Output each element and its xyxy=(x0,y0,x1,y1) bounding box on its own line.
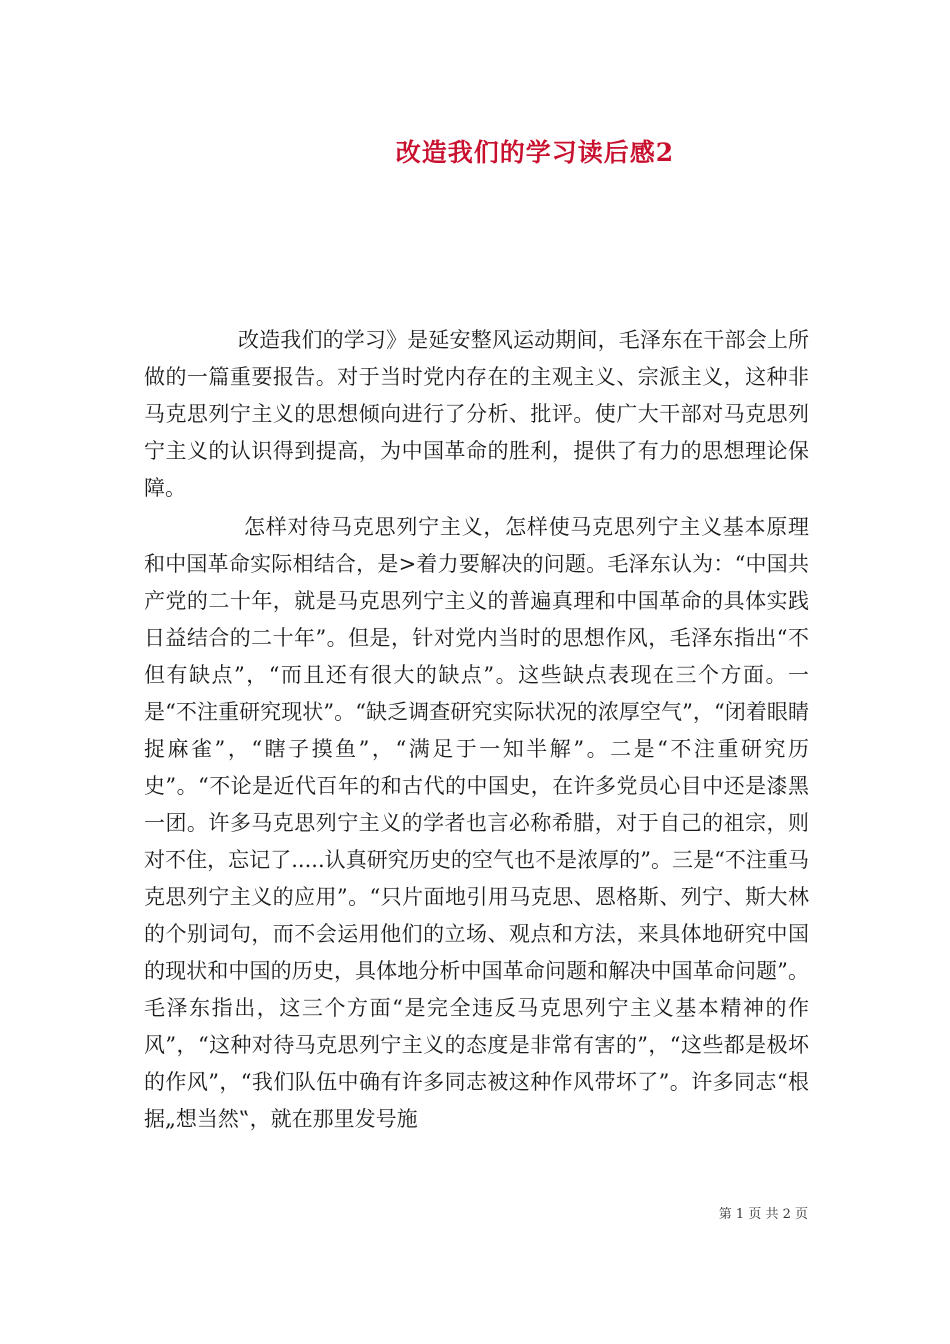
document-body xyxy=(144,322,809,1140)
paragraph-1: 改造我们的学习》是延安整风运动期间，毛泽东在干部会上所做的一篇重要报告。对于当时党内存在的主观主义、宗派主义，这种非马克思列宁主义的思想倾向进行了分析、批评。使广大干部对马克思列宁主义的认识得到提高，为中国革命的胜利，提供了有力的思想理论保障。 xyxy=(144,328,809,500)
document-title-text: 改造我们的学习读后感2 xyxy=(395,138,675,167)
document-title xyxy=(0,133,950,169)
paragraph-2: 怎样对待马克思列宁主义，怎样使马克思列宁主义基本原理和中国革命实际相结合，是>着力要解决的问题。毛泽东认为：“中国共产党的二十年，就是马克思列宁主义的普遍真理和中国革命的具体实践日益结合的二十年”。但是，针对党内当时的思想作风，毛泽东指出“不但有缺点”，“而且还有很大的缺点”。这些缺点表现在三个方面。一是“不注重研究现状”。“缺乏调查研究实际状况的浓厚空气”，“闭着眼睛捉麻雀”，“瞎子摸鱼”，“满足于一知半解”。二是“不注重研究历史”。“不论是近代百年的和古代的中国史，在许多党员心目中还是漆黑一团。许多马克思列宁主义的学者也言必称希腊，对于自己的祖宗，则对不住，忘记了.....认真研究历史的空气也不是浓厚的”。三是“不注重马克思列宁主义的应用”。“只片面地引用马克思、恩格斯、列宁、斯大林的个别词句，而不会运用他们的立场、观点和方法，来具体地研究中国的现状和中国的历史，具体地分析中国革命问题和解决中国革命问题”。毛泽东指出，这三个方面“是完全违反马克思列宁主义基本精神的作风”，“这种对待马克思列宁主义的态度是非常有害的”，“这些都是极坏的作风”，“我们队伍中确有许多同志被这种作风带坏了”。许多同志“根据„想当然‟，就在那里发号施 xyxy=(144,515,809,1131)
page-number: 第 1 页 共 2 页 xyxy=(718,1207,808,1222)
